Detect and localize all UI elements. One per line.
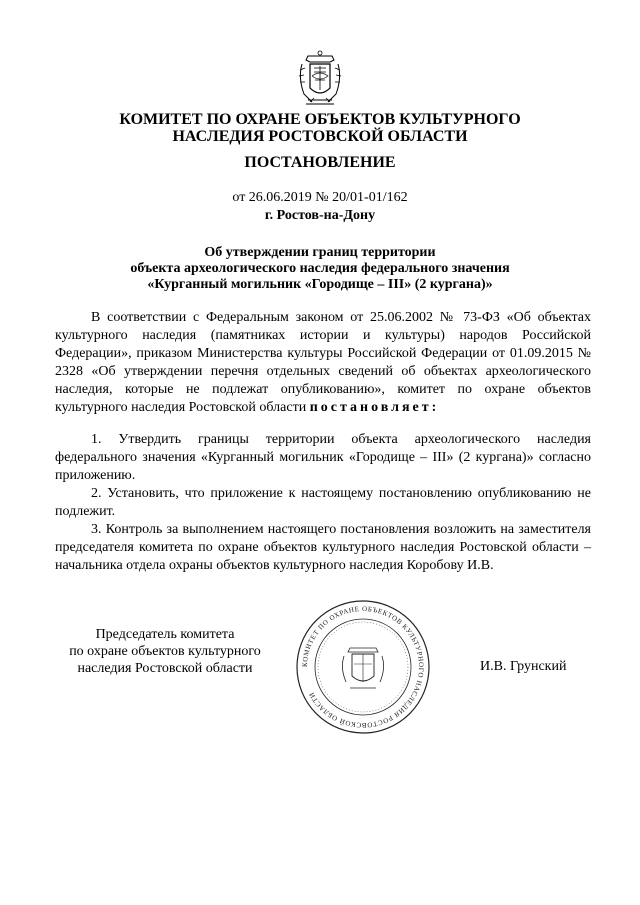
document-body bbox=[55, 309, 591, 575]
signatory-name: И.В. Грунский bbox=[480, 659, 567, 674]
organization-name: КОМИТЕТ ПО ОХРАНЕ ОБЪЕКТОВ КУЛЬТУРНОГО НАСЛЕДИЯ РОСТОВСКОЙ ОБЛАСТИ bbox=[119, 111, 521, 145]
document-date-number bbox=[0, 189, 640, 225]
city: г. Ростов-на-Дону bbox=[264, 208, 376, 223]
preamble-paragraph: В соответствии с Федеральным законом от 25.06.2002 № 73-ФЗ «Об объектах культурного наследия (памятниках истории и культуры) народов Российской Федерации», приказом Министерства культуры Российской Федерации от 01.09.2015 № 2328 «Об утверждении перечня отдельных сведений об объектах археологического наследия, которые не подлежат опубликованию», комитет по охране объектов культурного наследия Ростовской области постановляет: bbox=[55, 310, 591, 415]
decree-word: постановляет: bbox=[309, 400, 440, 415]
document-subject: Об утверждении границ территории объекта археологического наследия федерального значения «Курганный могильник «Городище – III» (2 кургана)» bbox=[130, 245, 510, 292]
coat-of-arms-icon bbox=[296, 50, 344, 108]
list-item: 2. Установить, что приложение к настоящему постановлению опубликованию не подлежит. bbox=[55, 486, 591, 519]
round-seal-icon bbox=[294, 598, 432, 736]
svg-text:КОМИТЕТ ПО ОХРАНЕ ОБЪЕКТОВ КУЛ: КОМИТЕТ ПО ОХРАНЕ ОБЪЕКТОВ КУЛЬТУРНОГО НАСЛЕДИЯ РОСТОВСКОЙ ОБЛАСТИ bbox=[300, 604, 426, 730]
date-number: от 26.06.2019 № 20/01-01/162 bbox=[232, 190, 408, 205]
list-item: 3. Контроль за выполнением настоящего постановления возложить на заместителя председателя комитета по охране объектов культурного наследия Ростовской области – начальника отдела охраны объектов культурного наследия Коробову И.В. bbox=[55, 522, 591, 573]
document-type: ПОСТАНОВЛЕНИЕ bbox=[244, 154, 396, 171]
signatory-position: Председатель комитета по охране объектов культурного наследия Ростовской области bbox=[69, 627, 261, 676]
list-item: 1. Утвердить границы территории объекта археологического наследия федерального значения «Курганный могильник «Городище – III» (2 кургана)» согласно приложению. bbox=[55, 432, 591, 483]
